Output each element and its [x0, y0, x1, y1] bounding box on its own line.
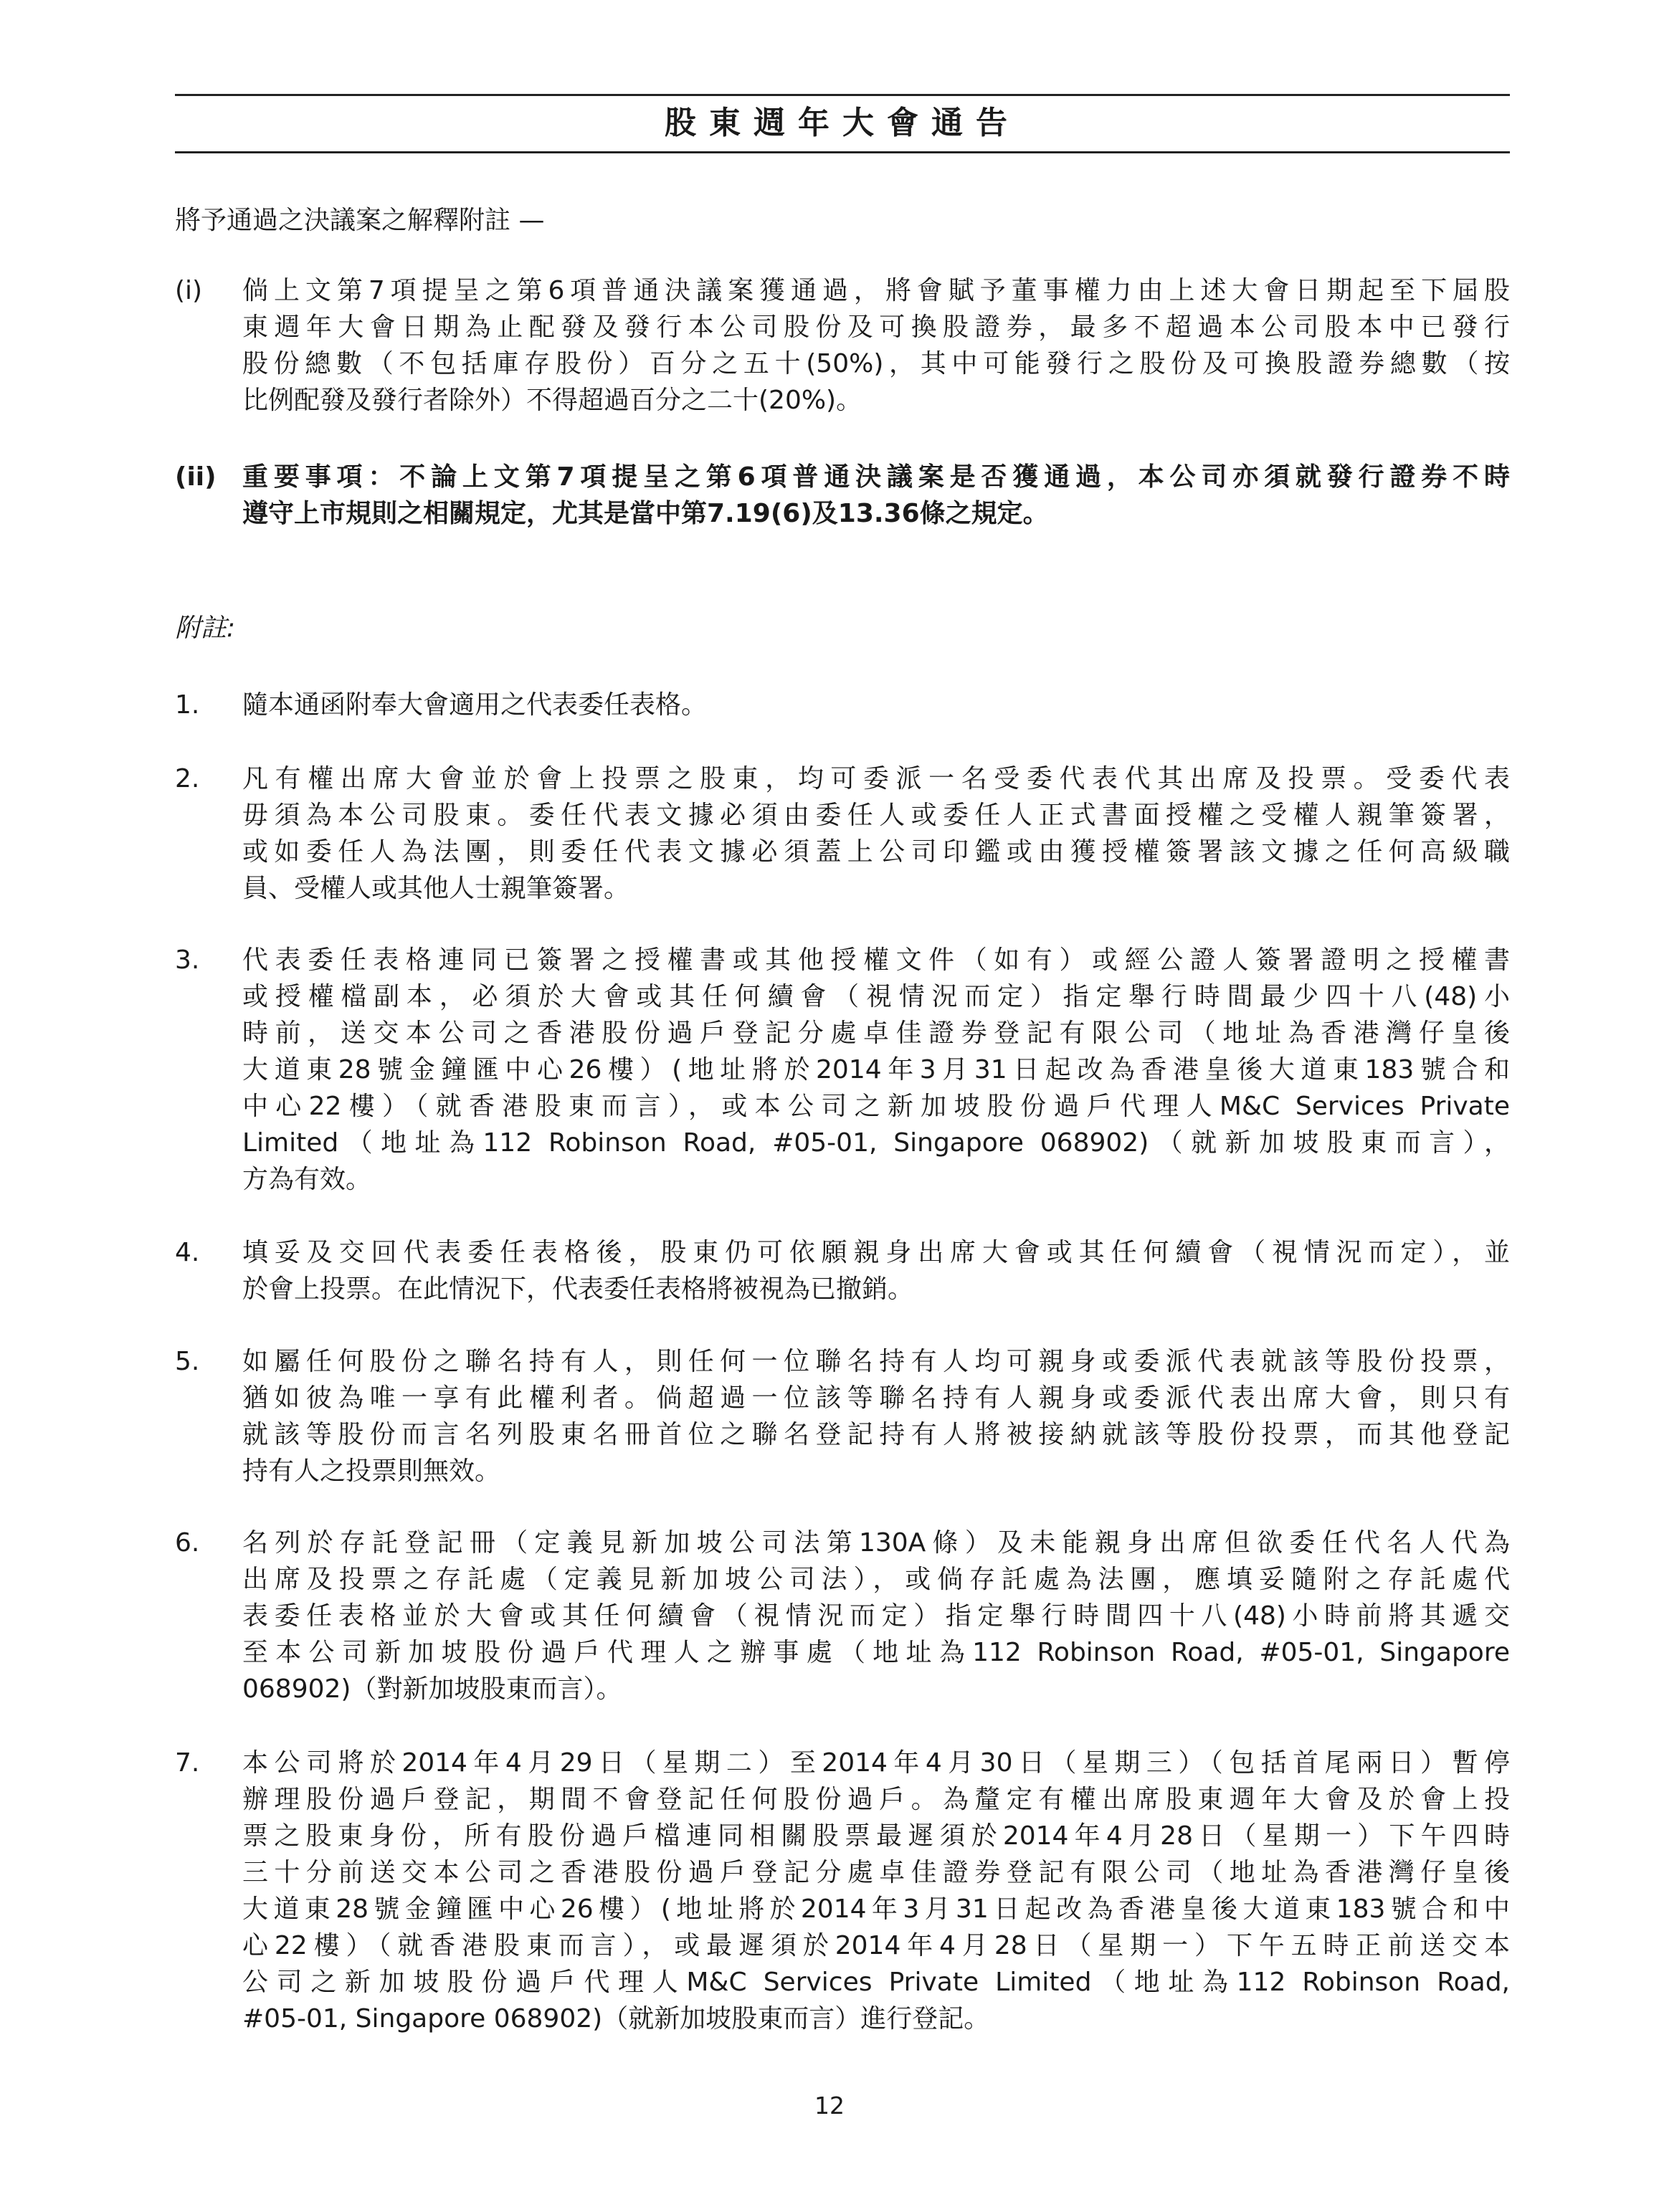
text-line: 辦理股份過戶登記，期間不會登記任何股份過戶。為釐定有權出席股東週年大會及於會上投	[242, 1785, 1510, 1814]
text-line: 時前，送交本公司之香港股份過戶登記分處卓佳證券登記有限公司（地址為香港灣仔皇後	[242, 1019, 1510, 1048]
text-line: 毋須為本公司股東。委任代表文據必須由委任人或委任人正式書面授權之受權人親筆簽署，	[242, 801, 1510, 830]
text-line: 東週年大會日期為止配發及發行本公司股份及可換股證券，最多不超過本公司股本中已發行	[242, 313, 1510, 342]
item-text	[242, 942, 1510, 1198]
text-line: 本公司將於2014年4月29日（星期二）至2014年4月30日（星期三）（包括首尾兩日）暫停	[242, 1748, 1510, 1778]
text-line: 就該等股份而言名列股東名冊首位之聯名登記持有人將被接納就該等股份投票，而其他登記	[242, 1420, 1510, 1449]
item-marker: 5.	[175, 1347, 200, 1376]
text-line: 持有人之投票則無效。	[242, 1457, 501, 1486]
item-marker: 7.	[175, 1748, 200, 1778]
text-line: 代表委任表格連同已簽署之授權書或其他授權文件（如有）或經公證人簽署證明之授權書	[242, 945, 1510, 975]
text-line: 068902)（對新加坡股東而言）。	[242, 1674, 622, 1704]
item-marker: 6.	[175, 1528, 200, 1558]
item-text	[242, 1343, 1510, 1489]
item-marker: (ii)	[175, 462, 217, 492]
item-marker: 2.	[175, 764, 200, 793]
item-marker: 4.	[175, 1238, 200, 1267]
item-text	[242, 459, 1510, 532]
text-line: 猶如彼為唯一享有此權利者。倘超過一位該等聯名持有人親身或委派代表出席大會，則只有	[242, 1383, 1510, 1413]
notes-heading: 附註:	[175, 614, 236, 643]
text-line: 遵守上市規則之相關規定，尤其是當中第7.19(6)及13.36條之規定。	[242, 499, 1049, 528]
text-line: 公司之新加坡股份過戶代理人M&C Services Private Limited（地址為112 Robinson Road,	[242, 1968, 1510, 1997]
text-line: 大道東28號金鐘匯中心26樓）(地址將於2014年3月31日起改為香港皇後大道東183號合和中	[242, 1894, 1510, 1924]
text-line: 重要事項：不論上文第7項提呈之第6項普通決議案是否獲通過，本公司亦須就發行證券不時	[242, 462, 1510, 492]
text-line: 心22樓）（就香港股東而言），或最遲須於2014年4月28日（星期一）下午五時正前送交本	[242, 1931, 1510, 1960]
text-line: 三十分前送交本公司之香港股份過戶登記分處卓佳證券登記有限公司（地址為香港灣仔皇後	[242, 1858, 1510, 1887]
item-marker: (i)	[175, 276, 203, 305]
text-line: 如屬任何股份之聯名持有人，則任何一位聯名持有人均可親身或委派代表就該等股份投票，	[242, 1347, 1510, 1376]
text-line: 或如委任人為法團，則委任代表文據必須蓋上公司印鑑或由獲授權簽署該文據之任何高級職	[242, 837, 1510, 867]
text-line: 中心22樓）（就香港股東而言），或本公司之新加坡股份過戶代理人M&C Services Private	[242, 1092, 1510, 1121]
text-line: 凡有權出席大會並於會上投票之股東，均可委派一名受委代表代其出席及投票。受委代表	[242, 764, 1510, 793]
text-line: 出席及投票之存託處（定義見新加坡公司法），或倘存託處為法團，應填妥隨附之存託處代	[242, 1565, 1510, 1594]
page-title: 股東週年大會通告	[665, 105, 1020, 141]
item-text	[242, 272, 1510, 419]
text-line: 比例配發及發行者除外）不得超過百分之二十(20%)。	[242, 386, 862, 415]
item-text	[242, 1525, 1510, 1707]
text-line: 隨本通函附奉大會適用之代表委任表格。	[242, 690, 708, 720]
text-line: 或授權檔副本，必須於大會或其任何續會（視情況而定）指定舉行時間最少四十八(48)小	[242, 982, 1510, 1011]
item-text	[242, 687, 1510, 723]
item-marker: 3.	[175, 945, 200, 975]
text-line: 票之股東身份，所有股份過戶檔連同相關股票最遲須於2014年4月28日（星期一）下午四時	[242, 1821, 1510, 1851]
text-line: 股份總數（不包括庫存股份）百分之五十(50%)，其中可能發行之股份及可換股證券總數（按	[242, 349, 1510, 378]
item-marker: 1.	[175, 690, 200, 720]
text-line: 方為有效。	[242, 1165, 372, 1194]
text-line: 填妥及交回代表委任表格後，股東仍可依願親身出席大會或其任何續會（視情況而定），並	[242, 1238, 1510, 1267]
item-text	[242, 1745, 1510, 2037]
header-bottom-rule	[175, 151, 1510, 153]
text-line: 至本公司新加坡股份過戶代理人之辦事處（地址為112 Robinson Road, #05-01, Singapore	[242, 1638, 1510, 1667]
text-line: #05-01, Singapore 068902)（就新加坡股東而言）進行登記。	[242, 2004, 990, 2034]
text-line: 於會上投票。在此情況下，代表委任表格將被視為已撤銷。	[242, 1274, 914, 1304]
header-top-rule	[175, 94, 1510, 96]
text-line: 名列於存託登記冊（定義見新加坡公司法第130A條）及未能親身出席但欲委任代名人代為	[242, 1528, 1510, 1558]
explanation-intro: 將予通過之決議案之解釋附註 —	[175, 206, 545, 235]
text-line: 倘上文第7項提呈之第6項普通決議案獲通過，將會賦予董事權力由上述大會日期起至下屆股	[242, 276, 1510, 305]
text-line: 大道東28號金鐘匯中心26樓）(地址將於2014年3月31日起改為香港皇後大道東183號合和	[242, 1055, 1510, 1084]
text-line: 員、受權人或其他人士親筆簽署。	[242, 874, 630, 903]
text-line: Limited（地址為112 Robinson Road, #05-01, Singapore 068902)（就新加坡股東而言），	[242, 1128, 1510, 1158]
item-text	[242, 761, 1510, 907]
text-line: 表委任表格並於大會或其任何續會（視情況而定）指定舉行時間四十八(48)小時前將其遞交	[242, 1601, 1510, 1631]
page-number: 12	[814, 2092, 845, 2120]
item-text	[242, 1234, 1510, 1307]
